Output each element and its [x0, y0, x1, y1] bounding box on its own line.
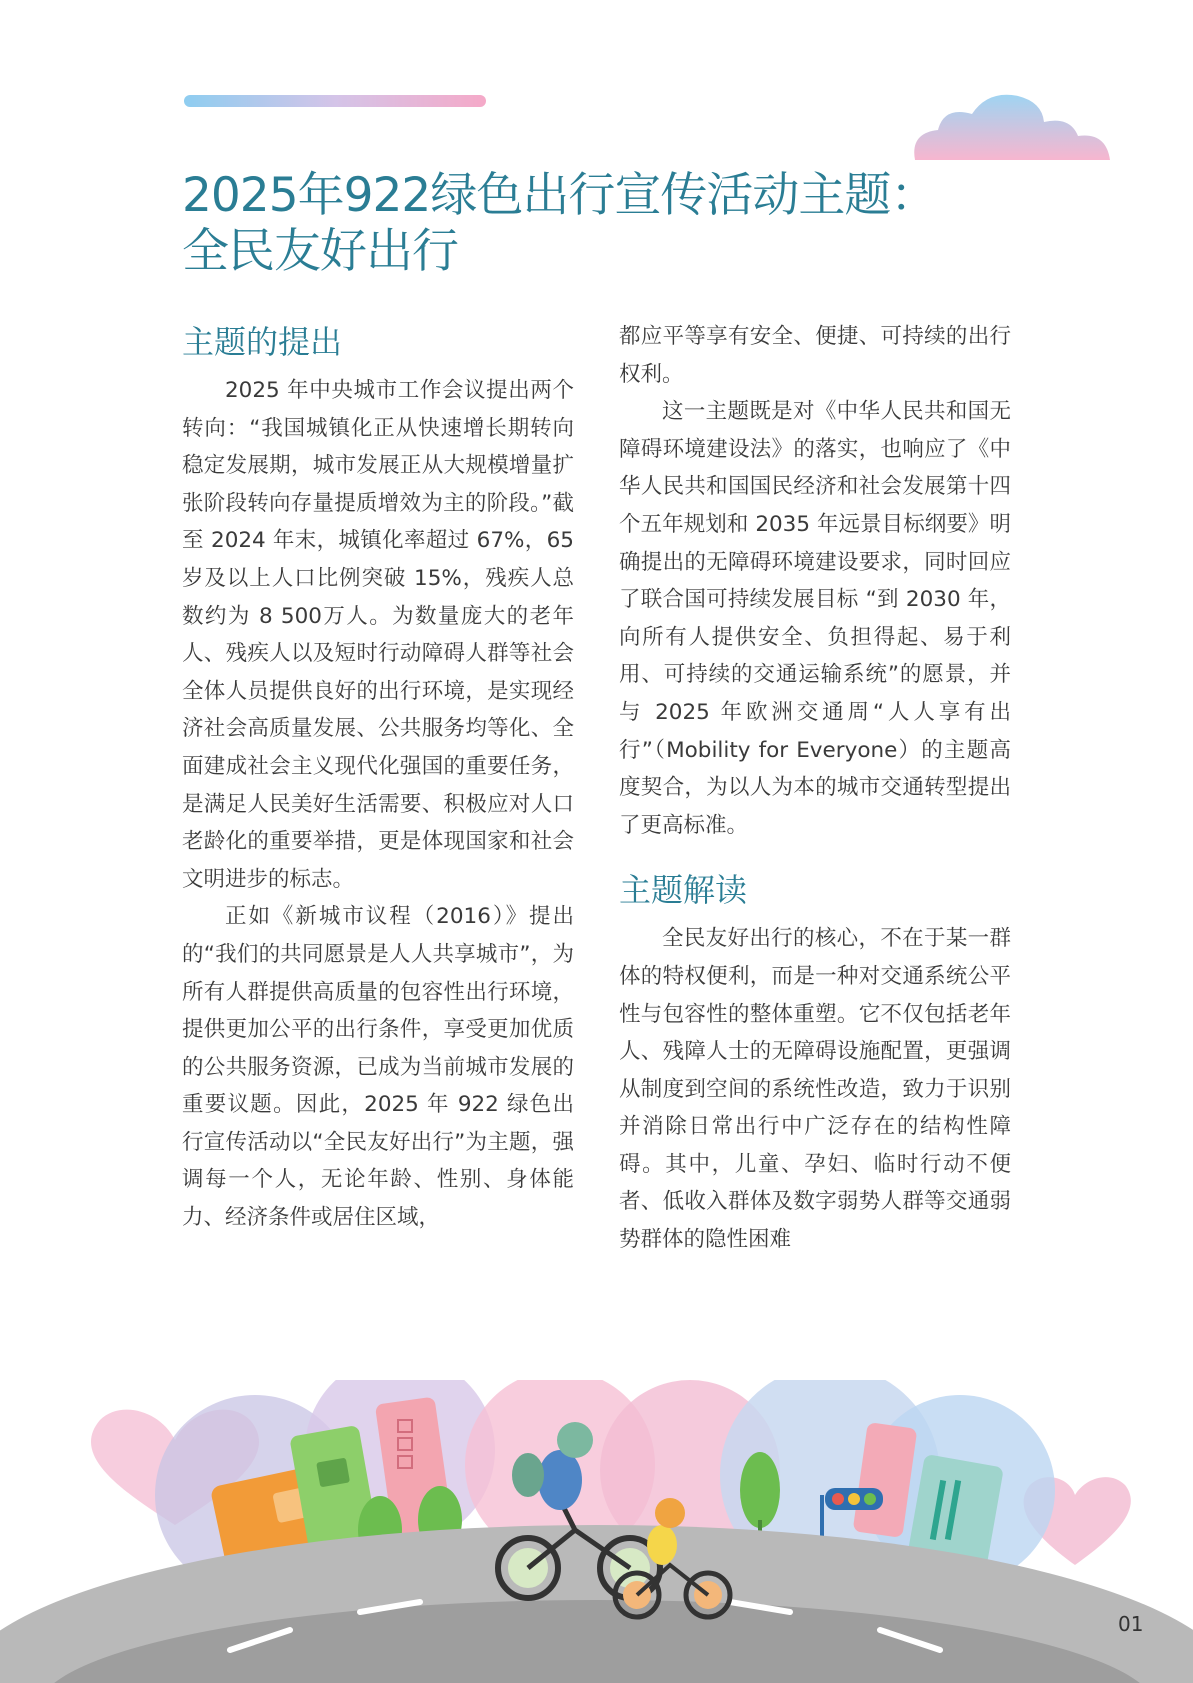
title-line-2: 全民友好出行 — [182, 224, 458, 279]
page-title — [182, 168, 1022, 280]
window-icon — [316, 1458, 350, 1488]
paragraph: 全民友好出行的核心，不在于某一群体的特权便利，而是一种对交通系统公平性与包容性的整体重塑。它不仅包括老年人、残障人士的无障碍设施配置，更强调从制度到空间的系统性改造，致力于识别并消除日常出行中广泛存在的结构性障碍。其中，儿童、孕妇、临时行动不便者、低收入群体及数字弱势人群等交通弱势群体的隐性困难 — [619, 926, 1011, 1253]
paragraph: 正如《新城市议程（2016）》提出的“我们的共同愿景是人人共享城市”，为所有人群提供高质量的包容性出行环境，提供更加公平的出行条件，享受更加优质的公共服务资源，已成为当前城市发展的重要议题。因此，2025 年 922 绿色出行宣传活动以“全民友好出行”为主题，强调每一个人，无论年龄、性别、身体能力、经济条件或居住区域， — [182, 904, 574, 1231]
cyclist-adult — [538, 1450, 582, 1510]
tree-icon — [740, 1452, 780, 1528]
title-line-1: 2025年922绿色出行宣传活动主题： — [182, 168, 937, 223]
cycling-city-illustration — [0, 1380, 1193, 1683]
section-heading-proposal: 主题的提出 — [182, 323, 343, 361]
decorative-gradient-bar — [184, 95, 486, 107]
left-column — [182, 318, 574, 1237]
cyclist-head — [655, 1498, 685, 1528]
cyclist-child — [647, 1525, 677, 1565]
cloud-icon — [910, 88, 1120, 168]
page-number: 01 — [1118, 1612, 1144, 1636]
right-column — [619, 318, 1011, 1259]
section-heading-interpretation: 主题解读 — [619, 871, 748, 910]
paragraph-continued: 都应平等享有安全、便捷、可持续的出行权利。 — [619, 324, 1011, 387]
cyclist-head — [557, 1422, 593, 1458]
paragraph: 2025 年中央城市工作会议提出两个转向：“我国城镇化正从快速增长期转向稳定发展期，城市发展正从大规模增量扩张阶段转向存量提质增效为主的阶段。”截至 2024 年末，城镇化率超过 67%，65 岁及以上人口比例突破 15%，残疾人总数约为 8 500万人。为数量庞大的老年人、残疾人以及短时行动障碍人群等社会全体人员提供良好的出行环境，是实现经济社会高质量发展、公共服务均等化、全面建成社会主义现代化强国的重要任务，是满足人民美好生活需要、积极应对人口老龄化的重要举措，更是体现国家和社会文明进步的标志。 — [182, 378, 574, 892]
paragraph: 这一主题既是对《中华人民共和国无障碍环境建设法》的落实，也响应了《中华人民共和国国民经济和社会发展第十四个五年规划和 2035 年远景目标纲要》明确提出的无障碍环境建设要求，同时回应了联合国可持续发展目标 “到 2030 年，向所有人提供安全、负担得起、易于利用、可持续的交通运输系统”的愿景，并与 2025 年欧洲交通周“人人享有出行”（Mobility for Everyone）的主题高度契合，为以人为本的城市交通转型提出了更高标准。 — [619, 399, 1011, 838]
